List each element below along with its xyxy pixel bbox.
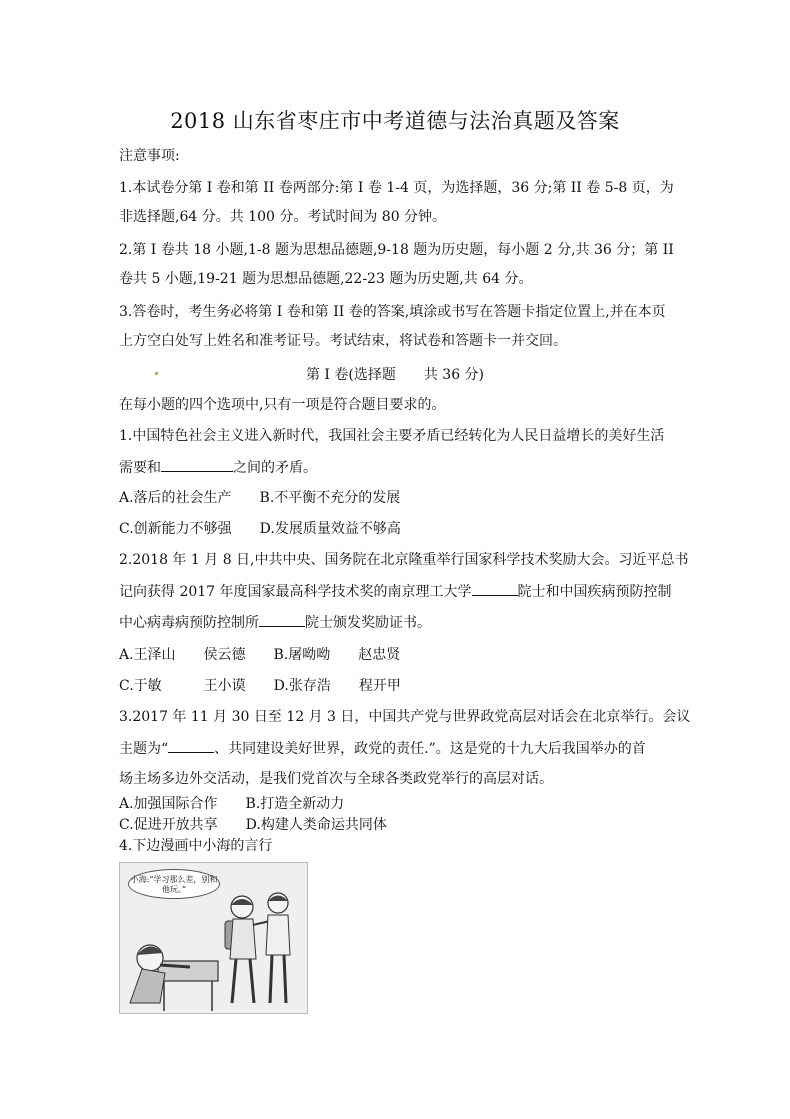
q1-line-2-a: 需要和 — [119, 460, 161, 476]
comic-illustration — [119, 862, 308, 1014]
q4-line-1: 4.下边漫画中小海的言行 — [119, 838, 273, 854]
q1-options-cd: C.创新能力不够强 D.发展质量效益不够高 — [119, 521, 401, 537]
q1-line-2-b: 之间的矛盾。 — [233, 460, 317, 476]
q3-blank — [168, 738, 214, 753]
note-1-line-1: 1.本试卷分第 I 卷和第 II 卷两部分:第 I 卷 1-4 页，为选择题，36 分;第 II 卷 5-8 页，为 — [119, 180, 674, 196]
q2-line-1: 2.2018 年 1 月 8 日,中共中央、国务院在北京隆重举行国家科学技术奖励大会。习近平总书 — [119, 552, 689, 568]
comic-drawing — [120, 863, 307, 1013]
q1-line-2 — [119, 457, 679, 478]
q3-line-2-b: 、共同建设美好世界，政党的责任.”。这是党的十九大后我国举办的首 — [214, 741, 646, 757]
boy-two-leg-left — [270, 955, 272, 1003]
q2-options-ab: A.王泽山 侯云德 B.屠呦呦 赵忠贤 — [119, 647, 401, 663]
boy-one-leg-right — [250, 959, 254, 1003]
q2-blank-2 — [259, 612, 305, 627]
q2-line-3 — [119, 612, 679, 633]
q2-line-2-b: 院士和中国疾病预防控制 — [517, 584, 672, 600]
q2-line-3-a: 中心病毒病预防控制所 — [119, 615, 259, 631]
q3-line-2 — [119, 738, 679, 759]
sad-student-body — [130, 969, 165, 1003]
q2-line-3-b: 院士颁发奖励证书。 — [305, 615, 431, 631]
boy-two-body — [266, 915, 290, 955]
note-3-line-2: 上方空白处写上姓名和准考证号。考试结束，将试卷和答题卡一并交回。 — [119, 333, 567, 349]
speech-bubble: 小海:“学习那么差，别和他玩。” — [128, 869, 220, 899]
boy-two-leg-right — [284, 955, 286, 1003]
q1-blank — [161, 457, 233, 472]
note-2-line-1: 2.第 I 卷共 18 小题,1-8 题为思想品德题,9-18 题为历史题，每小题 2 分,共 36 分；第 II — [119, 242, 674, 258]
sad-student-arm — [160, 965, 190, 967]
q2-line-2-a: 记向获得 2017 年度国家最高科学技术奖的南京理工大学 — [119, 584, 472, 600]
q2-options-cd: C.于敏 王小谟 D.张存浩 程开甲 — [119, 678, 401, 694]
q2-line-2 — [119, 581, 679, 602]
q1-options-ab: A.落后的社会生产 B.不平衡不充分的发展 — [119, 490, 401, 506]
section-title: 第 I 卷(选择题 共 36 分) — [305, 367, 485, 383]
q3-line-1: 3.2017 年 11 月 30 日至 12 月 3 日，中国共产党与世界政党高层对话会在北京举行。会议 — [119, 709, 691, 725]
q2-blank-1 — [472, 581, 518, 596]
page-title: 2018 山东省枣庄市中考道德与法治真题及答案 — [170, 109, 620, 133]
boy-one-leg-left — [232, 959, 236, 1003]
q1-line-1: 1.中国特色社会主义进入新时代，我国社会主要矛盾已经转化为人民日益增长的美好生活 — [119, 428, 665, 444]
note-1-line-2: 非选择题,64 分。共 100 分。考试时间为 80 分钟。 — [119, 209, 447, 225]
q3-line-3: 场主场多边外交活动，是我们党首次与全球各类政党举行的高层对话。 — [119, 771, 553, 787]
q3-options-cd: C.促进开放共享 D.构建人类命运共同体 — [119, 817, 387, 833]
note-3-line-1: 3.答卷时，考生务必将第 I 卷和第 II 卷的答案,填涂或书写在答题卡指定位置上,并在本页 — [119, 304, 666, 320]
instruction: 在每小题的四个选项中,只有一项是符合题目要求的。 — [119, 397, 446, 413]
notice-heading: 注意事项: — [119, 148, 180, 164]
q3-line-2-a: 主题为“ — [119, 741, 169, 757]
note-2-line-2: 卷共 5 小题,19-21 题为思想品德题,22-23 题为历史题,共 64 分。 — [119, 271, 533, 287]
boy-one-body — [230, 919, 256, 959]
q3-options-ab: A.加强国际合作 B.打造全新动力 — [119, 796, 345, 812]
